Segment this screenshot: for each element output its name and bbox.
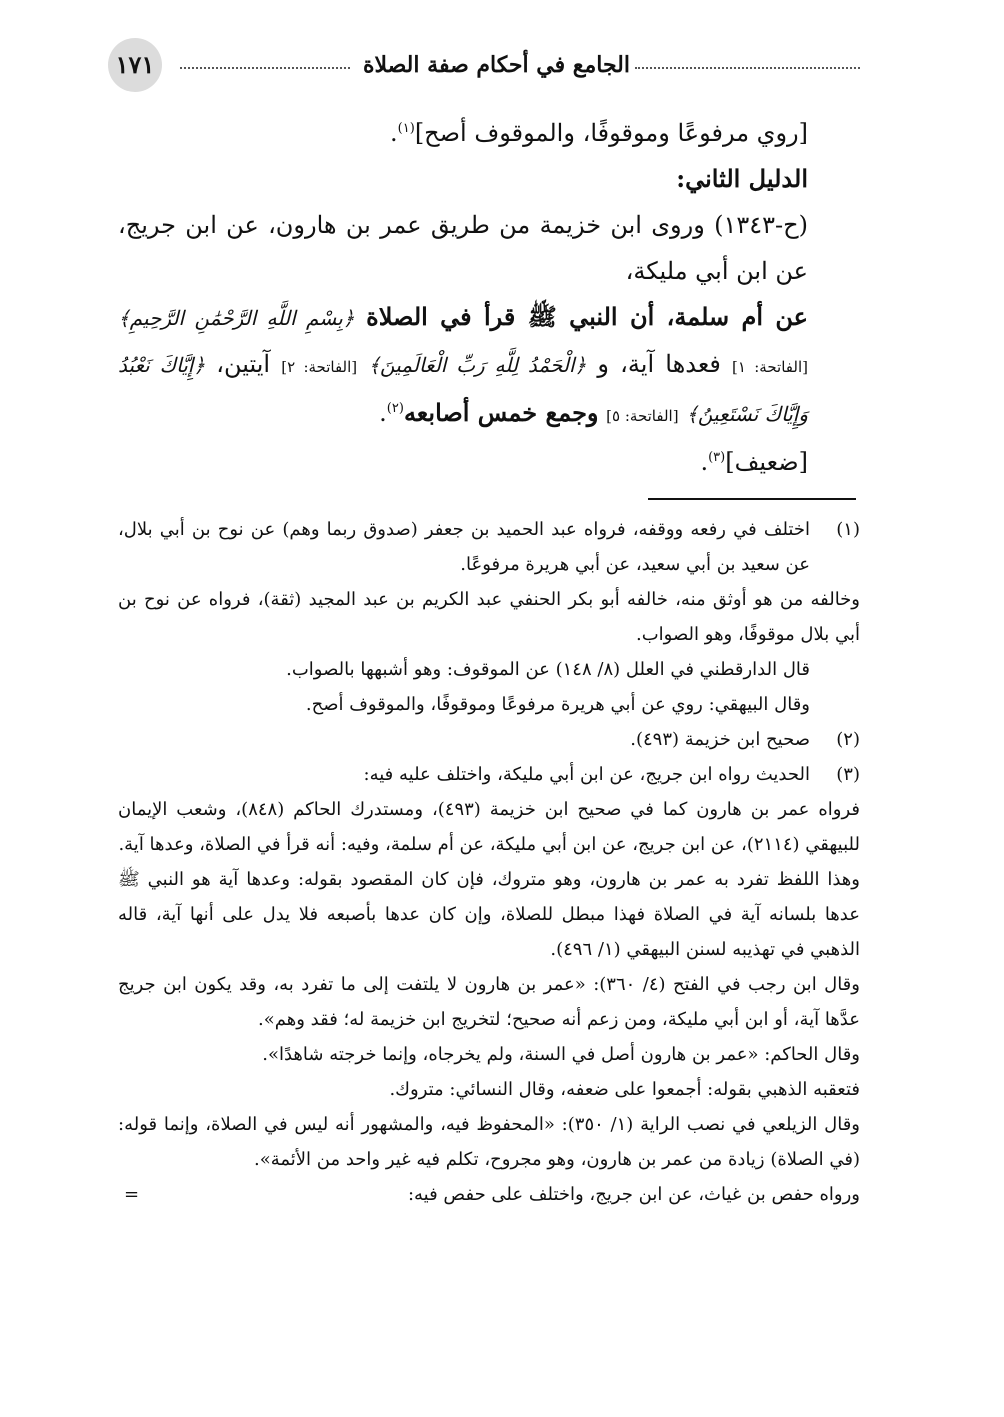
- section-heading: الدليل الثاني:: [676, 164, 808, 193]
- footnote-line: وقال الحاكم: «عمر بن هارون أصل في السنة، ولم يخرجاه، وإنما خرجته شاهدًا».: [262, 1044, 860, 1065]
- footnote-2: [118, 722, 860, 757]
- matn-plain-2: آيتين،: [216, 350, 271, 378]
- header-dotted-rule-right: [635, 67, 860, 69]
- matn-plain-1: فعدها آية، و: [597, 350, 721, 378]
- footnote-3: [118, 757, 860, 1212]
- footnote-line: وقال ابن رجب في الفتح (٤/ ٣٦٠): «عمر بن هارون لا يلتفت إلى ما تفرد به، وقد يكون ابن جريج عدَّها آية، أو ابن أبي مليكة، ومن زعم أنه صحيح؛ لتخريج ابن خزيمة له؛ فقد وهم».: [118, 974, 860, 1030]
- footnote-line: فتعقبه الذهبي بقوله: أجمعوا على ضعفه، وقال النسائي: متروك.: [389, 1079, 860, 1100]
- footnote-line: وهذا اللفظ تفرد به عمر بن هارون، وهو متروك، فإن كان المقصود بقوله: وعدها آية هو النبي ﷺ عدها بلسانه آية في الصلاة فهذا مبطل للصلاة، وإن كان عدها بأصبعه فلا يدل على أنها آية، قاله الذهبي في تهذيبه لسنن البيهقي (١/ ٤٩٦).: [118, 869, 860, 960]
- footnote-number: (١): [836, 519, 860, 540]
- page-header: [108, 38, 860, 98]
- matn-bold-2: وجمع خمس أصابعه: [403, 398, 599, 427]
- sura-ref-1: [الفاتحة: ١]: [732, 358, 808, 376]
- footnote-separator: [648, 498, 856, 500]
- footnotes: [118, 512, 860, 1212]
- matn-bold-1: عن أم سلمة، أن النبي ﷺ قرأ في الصلاة: [366, 302, 808, 331]
- footnote-1: [118, 512, 860, 722]
- footnote-line: الحديث رواه ابن جريج، عن ابن أبي مليكة، واختلف عليه فيه:: [363, 764, 810, 785]
- quran-hamd: ﴿الْحَمْدُ لِلَّهِ رَبِّ الْعَالَمِينَ﴾: [368, 353, 587, 377]
- header-dotted-rule-left: [180, 67, 350, 69]
- footnote-line: ورواه حفص بن غياث، عن ابن جريج، واختلف على حفص فيه:: [407, 1184, 860, 1205]
- footnote-line: وخالفه من هو أوثق منه، خالفه أبو بكر الحنفي عبد الكريم بن عبد المجيد (ثقة)، فرواه عن نوح بن أبي بلال موقوفًا، وهو الصواب.: [118, 589, 861, 645]
- sura-ref-3: [الفاتحة: ٥]: [606, 407, 679, 425]
- footnote-line: وقال البيهقي: روي عن أبي هريرة مرفوعًا وموقوفًا، والموقوف أصح.: [305, 694, 810, 715]
- footnote-line: اختلف في رفعه ووقفه، فرواه عبد الحميد بن جعفر (صدوق ربما وهم) عن نوح بن أبي بلال، عن سعيد بن أبي سعيد، عن أبي هريرة مرفوعًا.: [118, 519, 810, 575]
- quran-basmala: ﴿بِسْمِ اللَّهِ الرَّحْمَٰنِ الرَّحِيمِ﴾: [118, 306, 355, 330]
- body-line-1: [روي مرفوعًا وموقوفًا، والموقوف أصح]$^{(١)}$.: [390, 119, 808, 147]
- footnote-line: صحيح ابن خزيمة (٤٩٣).: [630, 729, 810, 750]
- footnote-ref-1[interactable]: (١): [397, 121, 415, 136]
- footnote-ref-3[interactable]: (٣): [708, 450, 726, 465]
- sura-ref-2: [الفاتحة: ٢]: [281, 358, 358, 376]
- quran-iyyaka: ﴿إِيَّاكَ نَعْبُدُ وَإِيَّاكَ نَسْتَعِينُ﴾: [118, 353, 808, 426]
- footnote-number: (٣): [836, 764, 860, 785]
- footnote-number: (٢): [836, 729, 860, 750]
- hadith-grade: [ضعيف]$^{(٣)}$.: [700, 448, 808, 476]
- page-number: ١٧١: [108, 38, 162, 92]
- footnote-line: قال الدارقطني في العلل (٨/ ١٤٨) عن الموقوف: وهو أشبهها بالصواب.: [286, 659, 810, 680]
- footnote-line: فرواه عمر بن هارون كما في صحيح ابن خزيمة (٤٩٣)، ومستدرك الحاكم (٨٤٨)، وشعب الإيمان للبيهقي (٢١١٤)، عن ابن جريج، عن ابن أبي مليكة، عن أم سلمة، وفيه: أنه قرأ في الصلاة، وعدها آية.: [118, 799, 860, 855]
- footnote-line: وقال الزيلعي في نصب الراية (١/ ٣٥٠): «المحفوظ فيه، والمشهور أنه ليس في الصلاة، وإنما قوله: (في الصلاة) زيادة من عمر بن هارون، وهو مجروح، تكلم فيه غير واحد من الأئمة».: [118, 1114, 860, 1170]
- main-text: [118, 110, 860, 485]
- running-title: الجامع في أحكام صفة الصلاة: [362, 52, 630, 78]
- hadith-intro: (ح-١٣٤٣) وروى ابن خزيمة من طريق عمر بن هارون، عن ابن جريج، عن ابن أبي مليكة،: [118, 211, 808, 285]
- continuation-mark: =: [124, 1184, 140, 1205]
- footnote-ref-2[interactable]: (٢): [386, 401, 404, 416]
- hadith-matn: عن أم سلمة، أن النبي ﷺ قرأ في الصلاة ﴿بِسْمِ اللَّهِ الرَّحْمَٰنِ الرَّحِيمِ﴾ [الفاتحة: ١] فعدها آية، و ﴿الْحَمْدُ لِلَّهِ رَبِّ الْعَالَمِينَ﴾ [الفاتحة: ٢] آيتين، ﴿إِيَّاكَ نَعْبُدُ وَإِيَّاكَ نَسْتَعِينُ﴾ [الفاتحة: ٥] وجمع خمس أصابعه$^{(٢)}$.: [118, 302, 808, 427]
